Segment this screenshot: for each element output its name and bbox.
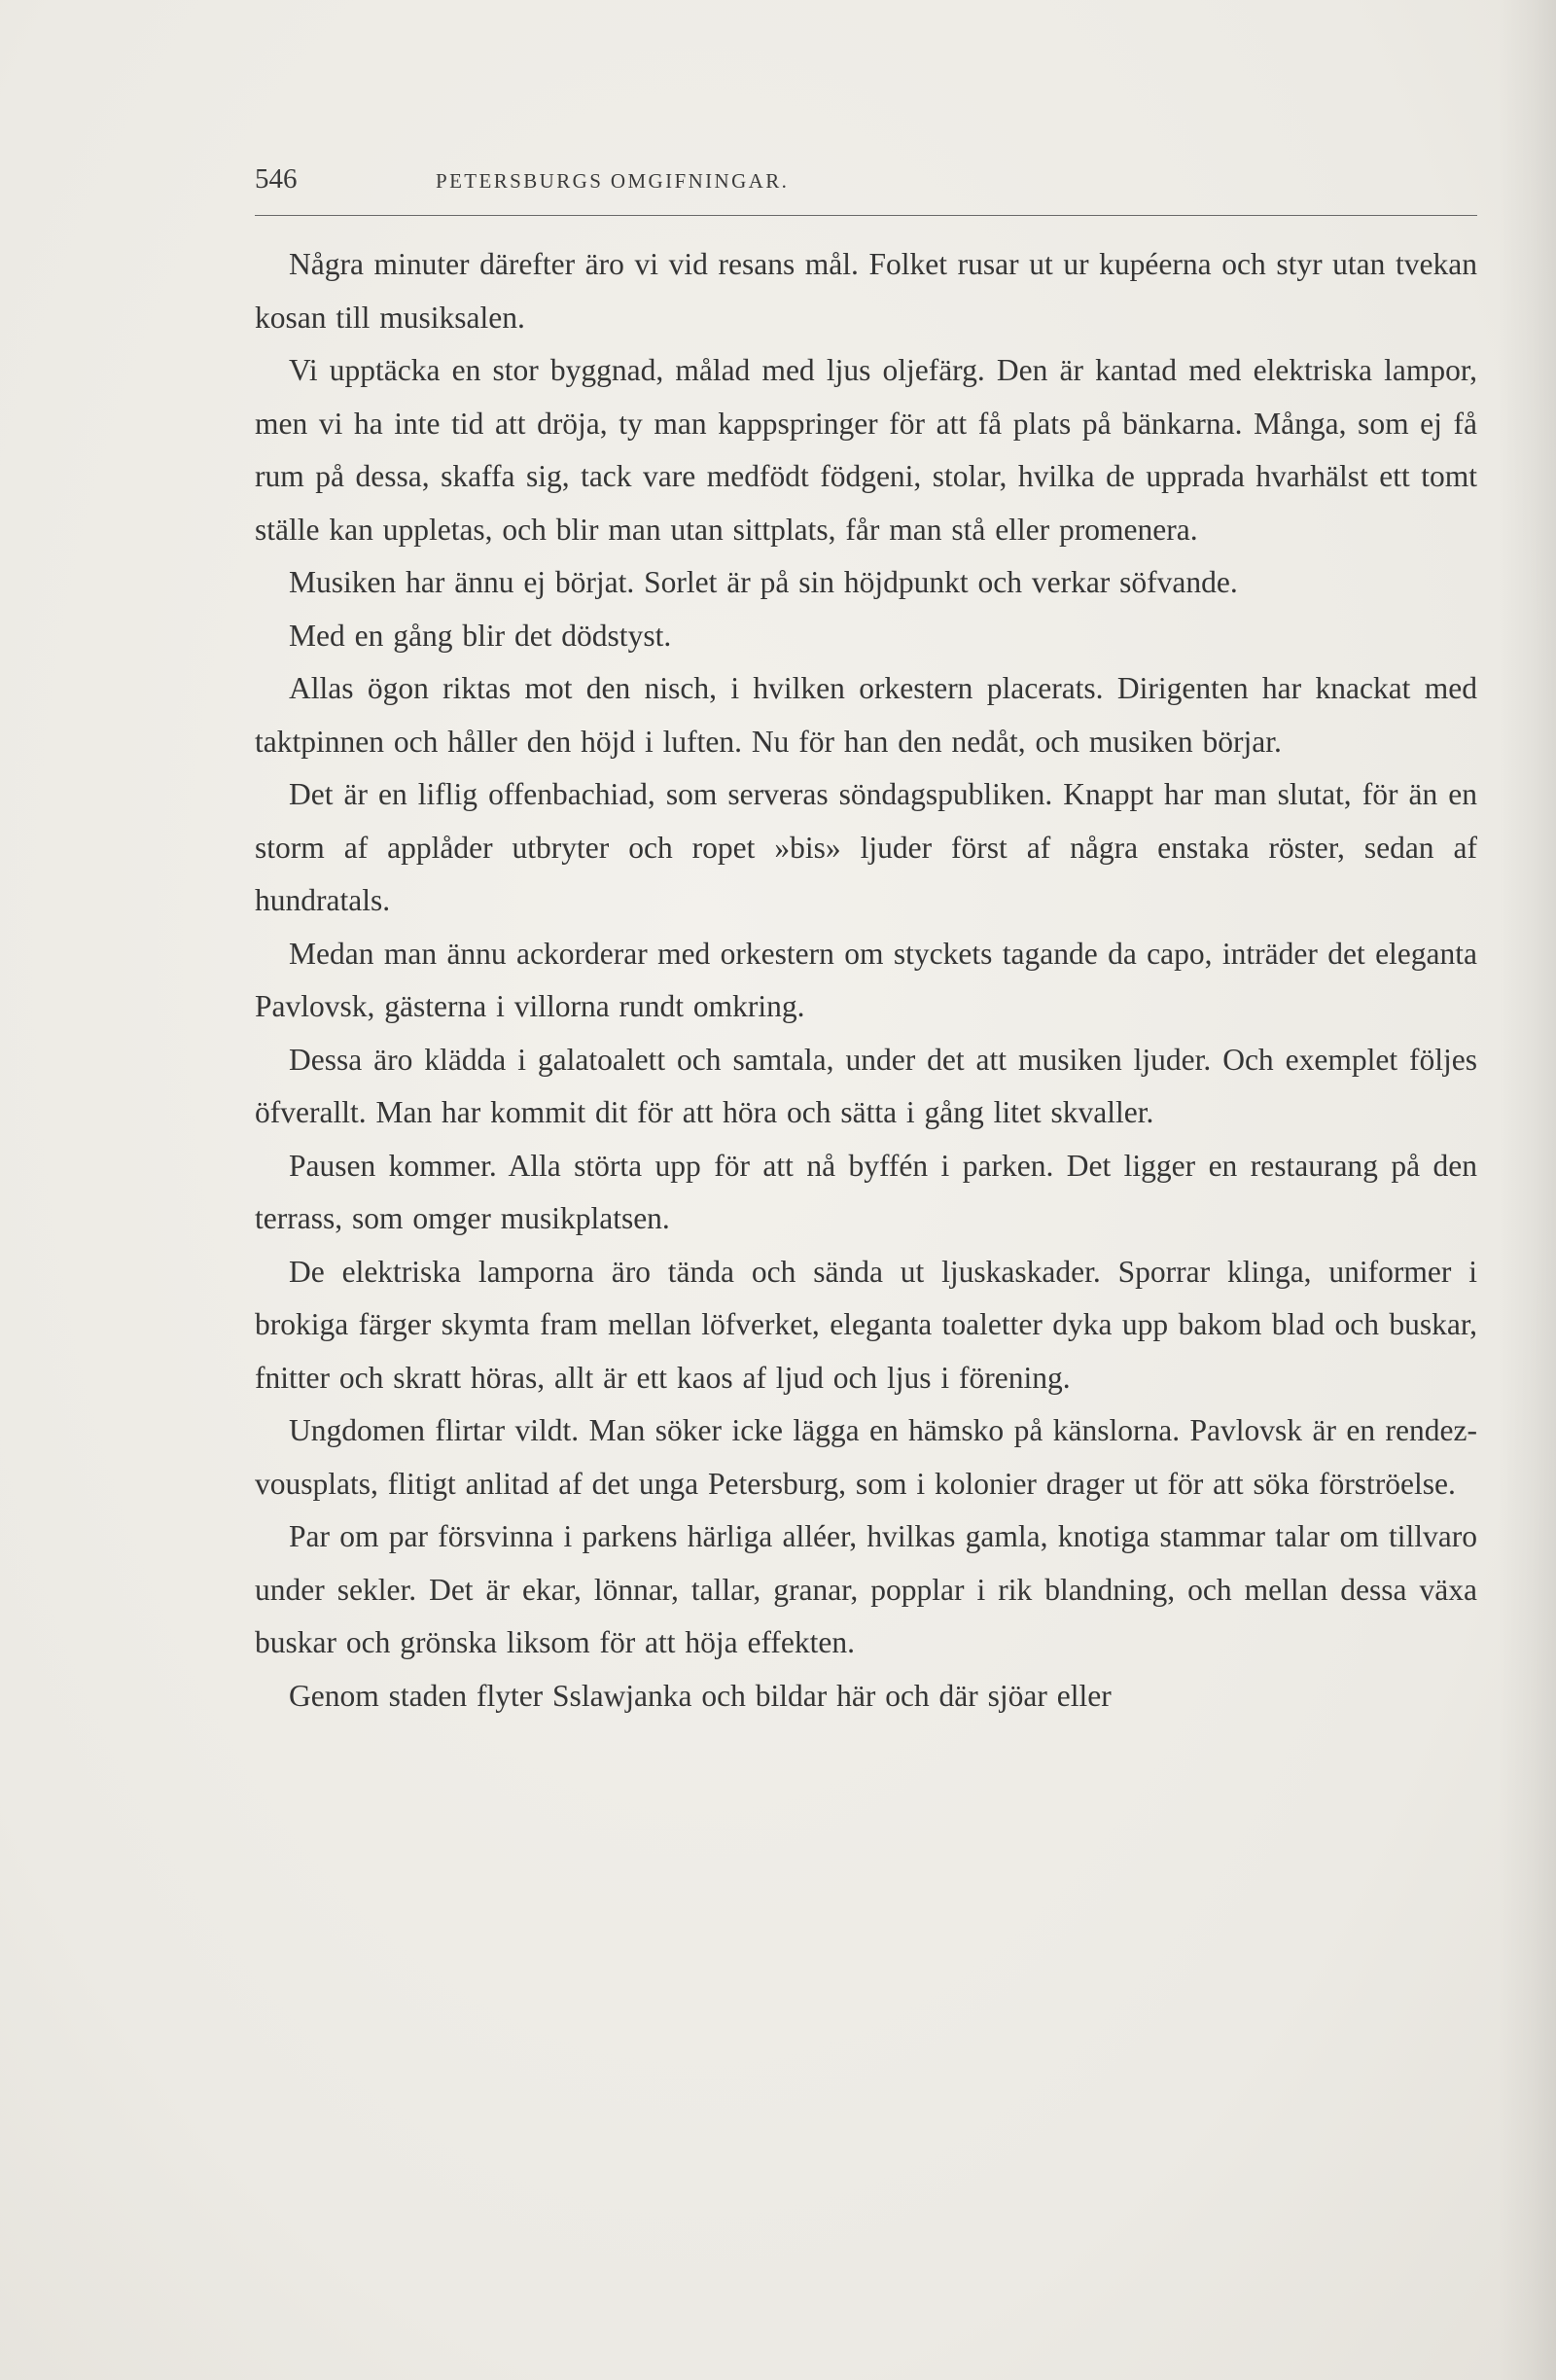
paragraph: De elektriska lamporna äro tända och sända ut ljuskaskader. Sporrar klinga, uniformer i brokiga färger skymta fram mellan löfverket, eleganta toaletter dyka upp bakom blad och buskar, fnitter och skratt höras, allt är ett kaos af ljud och ljus i förening.	[255, 1254, 1477, 1395]
page-header	[255, 163, 1477, 212]
paragraph: Medan man ännu ackorderar med orkestern om styckets tagande da capo, inträder det eleganta Pavlovsk, gästerna i villorna rundt omkring.	[255, 936, 1477, 1023]
page-number: 546	[255, 163, 298, 195]
paragraph: Pausen kommer. Alla störta upp för att nå byffén i parken. Det ligger en restaurang på den terrass, som omger musikplatsen.	[255, 1148, 1477, 1235]
body-text	[255, 238, 1477, 1723]
paragraph: Ungdomen flirtar vildt. Man söker icke lägga en hämsko på känslorna. Pavlovsk är en rendez-vousplats, flitigt anlitad af det unga Petersburg, som i kolonier drager ut för att söka förströelse.	[255, 1413, 1477, 1501]
paragraph: Det är en liflig offenbachiad, som serveras söndagspubliken. Knappt har man slutat, för än en storm af applåder utbryter och ropet »bis» ljuder först af några enstaka röster, sedan af hundratals.	[255, 777, 1477, 917]
paragraph: Dessa äro klädda i galatoalett och samtala, under det att musiken ljuder. Och exemplet följes öfverallt. Man har kommit dit för att höra och sätta i gång litet skvaller.	[255, 1042, 1477, 1129]
paragraph: Vi upptäcka en stor byggnad, målad med ljus oljefärg. Den är kantad med elektriska lampor, men vi ha inte tid att dröja, ty man kappspringer för att få plats på bänkarna. Många, som ej få rum på dessa, skaffa sig, tack vare medfödt födgeni, stolar, hvilka de upprada hvarhälst ett tomt ställe kan uppletas, och blir man utan sittplats, får man stå eller promenera.	[255, 353, 1477, 547]
paragraph: Genom staden flyter Sslawjanka och bildar här och där sjöar eller	[289, 1678, 1112, 1713]
paragraph: Med en gång blir det dödstyst.	[289, 618, 672, 653]
page-shadow	[1498, 0, 1556, 2380]
paragraph: Par om par försvinna i parkens härliga alléer, hvilkas gamla, knotiga stammar talar om tillvaro under sekler. Det är ekar, lönnar, tallar, granar, popplar i rik blandning, och mellan dessa växa buskar och grönska liksom för att höja effekten.	[255, 1519, 1477, 1659]
paragraph: Några minuter därefter äro vi vid resans mål. Folket rusar ut ur kupéerna och styr utan tvekan kosan till musiksalen.	[255, 247, 1477, 335]
header-rule	[255, 215, 1477, 216]
paragraph: Allas ögon riktas mot den nisch, i hvilken orkestern placerats. Dirigenten har knackat med taktpinnen och håller den höjd i luften. Nu för han den nedåt, och musiken börjar.	[255, 671, 1477, 759]
paragraph: Musiken har ännu ej börjat. Sorlet är på sin höjdpunkt och verkar söfvande.	[289, 565, 1238, 599]
running-title: PETERSBURGS OMGIFNINGAR.	[436, 169, 790, 193]
